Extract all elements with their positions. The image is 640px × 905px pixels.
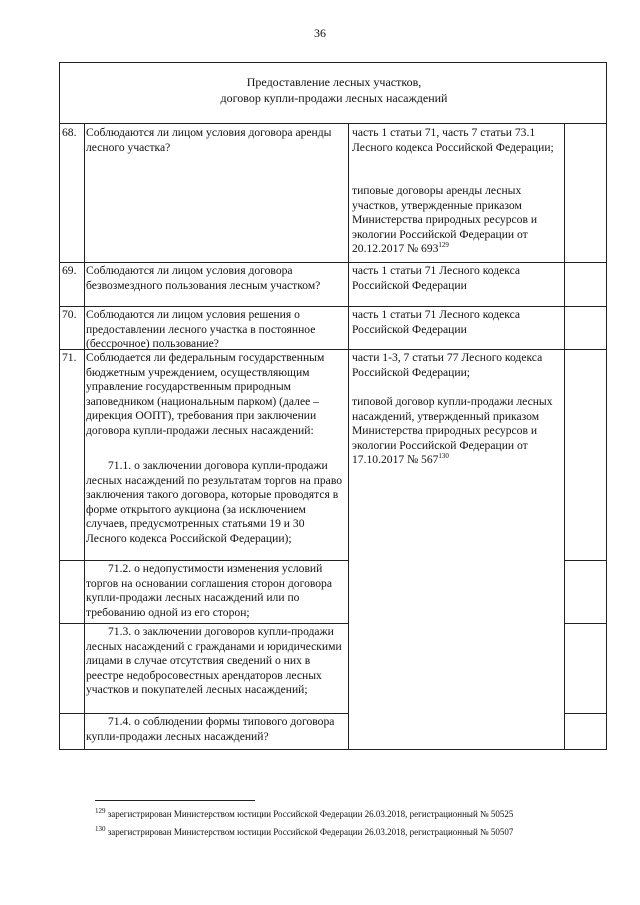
row-divider [60, 262, 606, 263]
row-divider [60, 123, 606, 124]
table-caption-line-2: договор купли-продажи лесных насаждений [220, 91, 448, 105]
row-69-question: Соблюдаются ли лицом условия договора безвозмездного пользования лесным участком? [86, 264, 321, 292]
sub-row-divider [564, 560, 606, 561]
footnote-129 [95, 808, 615, 820]
row-68-question: Соблюдаются ли лицом условия договора аренды лесного участка? [86, 126, 332, 154]
footnote-130-marker: 130 [95, 825, 106, 833]
page-number: 36 [314, 26, 326, 40]
requirements-table [59, 62, 607, 750]
row-71-reference-2-text: типовой договор купли-продажи лесных насаждений, утвержденный приказом Министерства природных ресурсов и экологии Российской Федерации от 17.10.2017 № 567 [352, 395, 553, 467]
column-divider [84, 123, 85, 749]
footnote-130 [95, 826, 615, 838]
footnote-129-text: зарегистрирован Министерством юстиции Российской Федерации 26.03.2018, регистрационный № 50525 [107, 809, 514, 819]
row-71-3-item: 71.3. о заключении договоров купли-продажи лесных насаждений с гражданами и юридическими лицами в случае отсутствия сведений о них в реестре недобросовестных арендаторов лесных участков и покупателей лесных насаждений; [86, 625, 342, 697]
row-68-reference-2-text: типовые договоры аренды лесных участков, утвержденные приказом Министерства природных ресурсов и экологии Российской Федерации от 20.12.2017 № 693 [352, 184, 538, 256]
row-71-1-item: 71.1. о заключении договора купли-продажи лесных насаждений по результатам торгов на право заключения такого договора, которые проводятся в форме открытого аукциона (за исключением случаев, предусмотренных статьями 19 и 30 Лесного кодекса Российской Федерации); [86, 459, 343, 545]
table-caption [60, 74, 608, 106]
sub-row-divider [60, 623, 348, 624]
table-caption-line-1: Предоставление лесных участков, [246, 75, 422, 89]
row-71-4-item: 71.4. о соблюдении формы типового договора купли-продажи лесных насаждений? [86, 715, 335, 743]
footnote-129-marker: 129 [95, 807, 106, 815]
sub-row-divider [564, 623, 606, 624]
sub-row-divider [564, 713, 606, 714]
row-68-number: 68. [62, 126, 77, 139]
row-71-reference-2 [352, 395, 562, 468]
footnote-ref-129: 129 [438, 241, 449, 250]
footnote-separator [95, 800, 255, 801]
row-70-number: 70. [62, 308, 77, 321]
row-70-question: Соблюдаются ли лицом условия решения о предоставлении лесного участка в постоянное (бессрочное) пользование? [86, 308, 316, 351]
row-71-question: Соблюдается ли федеральным государственным бюджетным учреждением, осуществляющим управление государственным природным заповедником (национальным парком) (далее – дирекция ООПТ), требования при заключении договора купли-продажи лесных насаждений: [86, 351, 325, 437]
sub-row-divider [60, 713, 348, 714]
row-68-reference-1: часть 1 статьи 71, часть 7 статьи 73.1 Лесного кодекса Российской Федерации; [352, 126, 554, 154]
sub-row-divider [60, 560, 348, 561]
row-divider [60, 306, 606, 307]
row-71-reference-1: части 1-3, 7 статьи 77 Лесного кодекса Российской Федерации; [352, 351, 543, 379]
footnote-130-text: зарегистрирован Министерством юстиции Российской Федерации 26.03.2018, регистрационный № 50507 [107, 827, 514, 837]
footnote-ref-130: 130 [438, 452, 449, 461]
column-divider [348, 123, 349, 749]
row-68-reference-2 [352, 184, 562, 257]
row-71-number: 71. [62, 351, 77, 364]
row-71-2-item: 71.2. о недопустимости изменения условий торгов на основании соглашения сторон договора купли-продажи лесных насаждений или по требованию одной из его сторон; [86, 562, 333, 619]
row-69-number: 69. [62, 264, 77, 277]
row-70-reference: часть 1 статьи 71 Лесного кодекса Российской Федерации [352, 308, 521, 336]
column-divider [564, 123, 565, 749]
row-69-reference: часть 1 статьи 71 Лесного кодекса Российской Федерации [352, 264, 521, 292]
